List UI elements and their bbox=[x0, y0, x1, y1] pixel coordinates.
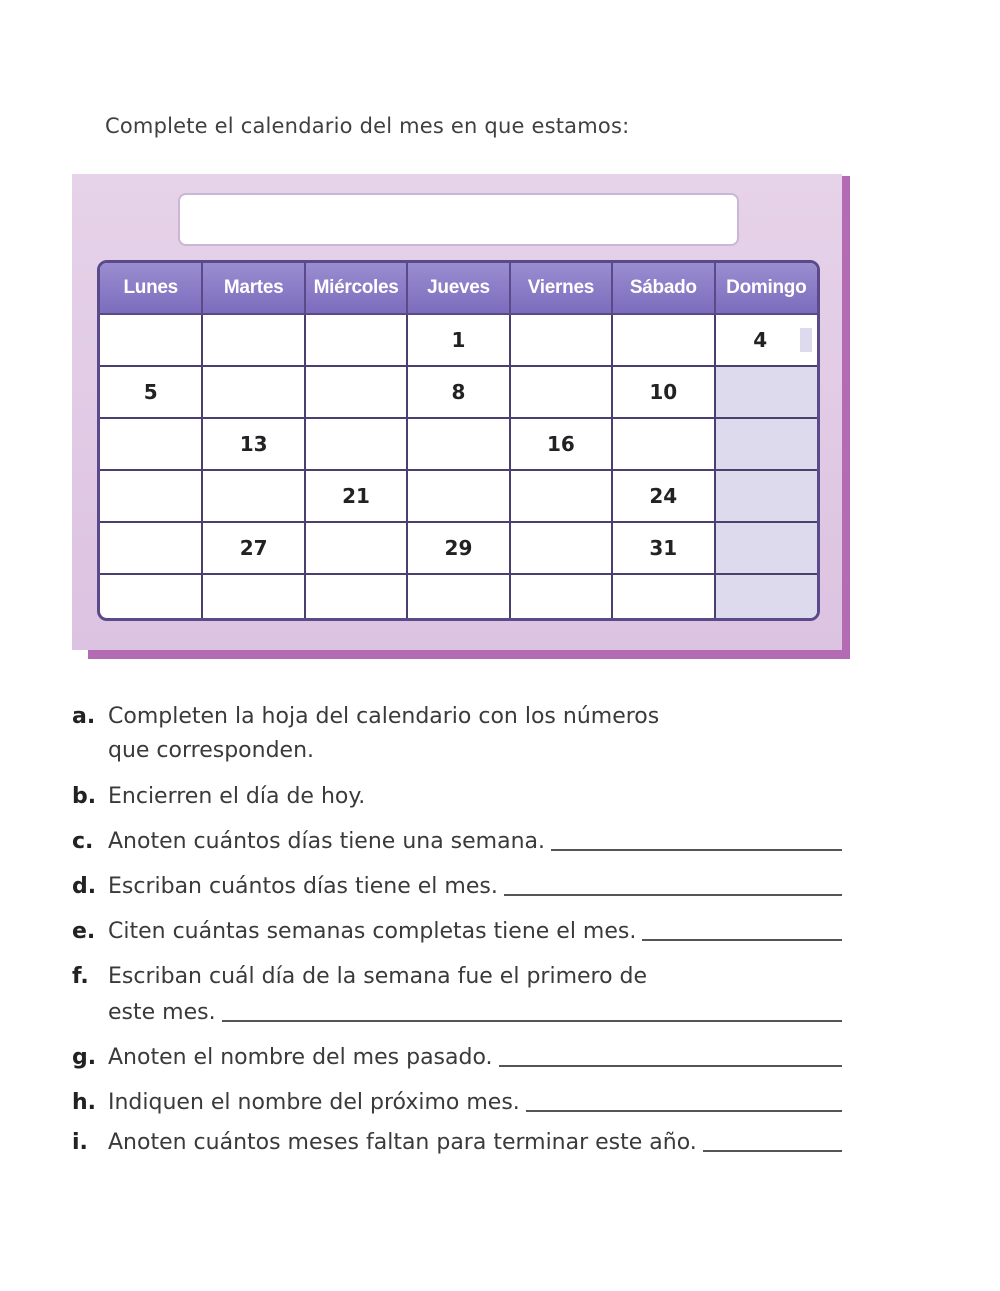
calendar-day-cell[interactable] bbox=[612, 574, 714, 621]
question-f-line2 bbox=[108, 996, 842, 1030]
header-miercoles: Miércoles bbox=[305, 263, 407, 314]
question-d bbox=[72, 870, 842, 904]
question-text: Encierren el día de hoy. bbox=[108, 784, 366, 809]
question-text: Anoten el nombre del mes pasado. bbox=[108, 1045, 493, 1070]
calendar-day-cell[interactable] bbox=[612, 314, 714, 366]
calendar-day-cell[interactable] bbox=[305, 574, 407, 621]
calendar-day-cell[interactable]: 16 bbox=[510, 418, 612, 470]
question-text: Escriban cuántos días tiene el mes. bbox=[108, 874, 498, 899]
calendar-day-cell[interactable] bbox=[510, 366, 612, 418]
question-text: Anoten cuántos días tiene una semana. bbox=[108, 829, 546, 854]
answer-line-g[interactable] bbox=[499, 1063, 842, 1067]
calendar-day-cell[interactable] bbox=[202, 574, 304, 621]
answer-line-h[interactable] bbox=[526, 1108, 842, 1112]
calendar-day-cell[interactable] bbox=[510, 314, 612, 366]
question-text: Citen cuántas semanas completas tiene el mes. bbox=[108, 919, 637, 944]
question-h bbox=[72, 1086, 842, 1120]
header-martes: Martes bbox=[202, 263, 304, 314]
calendar-week-row bbox=[100, 314, 817, 366]
calendar-day-cell[interactable] bbox=[715, 366, 817, 418]
question-letter: h. bbox=[72, 1090, 97, 1115]
question-letter: c. bbox=[72, 829, 94, 854]
question-text: Completen la hoja del calendario con los números bbox=[108, 704, 660, 729]
calendar-day-cell[interactable] bbox=[715, 522, 817, 574]
calendar-day-number: 4 bbox=[720, 328, 812, 352]
calendar-week-row bbox=[100, 470, 817, 522]
answer-line-e[interactable] bbox=[642, 937, 842, 941]
calendar-day-cell[interactable]: 21 bbox=[305, 470, 407, 522]
calendar-day-cell[interactable] bbox=[715, 470, 817, 522]
month-name-input[interactable] bbox=[178, 193, 739, 246]
calendar-day-cell[interactable] bbox=[407, 418, 509, 470]
calendar-week-row bbox=[100, 522, 817, 574]
question-letter: f. bbox=[72, 964, 89, 989]
calendar-week-row bbox=[100, 574, 817, 621]
calendar-grid bbox=[97, 260, 820, 621]
question-letter: b. bbox=[72, 784, 97, 809]
calendar-day-cell[interactable]: 31 bbox=[612, 522, 714, 574]
answer-line-c[interactable] bbox=[551, 847, 842, 851]
calendar-day-cell[interactable] bbox=[715, 418, 817, 470]
question-i bbox=[72, 1126, 842, 1160]
question-letter: e. bbox=[72, 919, 96, 944]
calendar-day-cell[interactable]: 10 bbox=[612, 366, 714, 418]
header-viernes: Viernes bbox=[510, 263, 612, 314]
calendar-week-row bbox=[100, 366, 817, 418]
answer-line-i[interactable] bbox=[703, 1148, 842, 1152]
answer-line-f[interactable] bbox=[222, 1018, 842, 1022]
calendar-day-cell[interactable]: 29 bbox=[407, 522, 509, 574]
calendar-day-cell[interactable] bbox=[100, 574, 202, 621]
question-g bbox=[72, 1041, 842, 1075]
calendar-day-cell[interactable] bbox=[305, 522, 407, 574]
calendar-day-cell[interactable] bbox=[407, 470, 509, 522]
question-f bbox=[72, 960, 842, 994]
calendar-day-cell[interactable] bbox=[202, 314, 304, 366]
calendar-day-cell[interactable] bbox=[100, 470, 202, 522]
calendar-day-cell[interactable] bbox=[407, 574, 509, 621]
calendar-day-cell[interactable] bbox=[202, 470, 304, 522]
calendar-week-row bbox=[100, 418, 817, 470]
question-letter: d. bbox=[72, 874, 97, 899]
instruction-text: Complete el calendario del mes en que estamos: bbox=[105, 114, 630, 138]
calendar-day-cell[interactable] bbox=[305, 314, 407, 366]
question-b bbox=[72, 780, 842, 814]
answer-line-d[interactable] bbox=[504, 892, 842, 896]
question-c bbox=[72, 825, 842, 859]
calendar-day-cell[interactable]: 24 bbox=[612, 470, 714, 522]
calendar-day-cell[interactable] bbox=[100, 418, 202, 470]
question-text: Anoten cuántos meses faltan para terminar este año. bbox=[108, 1130, 697, 1155]
calendar-day-cell[interactable] bbox=[510, 574, 612, 621]
calendar-day-cell[interactable] bbox=[305, 418, 407, 470]
question-letter: i. bbox=[72, 1130, 88, 1155]
header-domingo: Domingo bbox=[715, 263, 817, 314]
calendar-day-cell[interactable]: 8 bbox=[407, 366, 509, 418]
calendar-day-cell[interactable]: 13 bbox=[202, 418, 304, 470]
question-text: Indiquen el nombre del próximo mes. bbox=[108, 1090, 520, 1115]
calendar-day-cell[interactable] bbox=[715, 574, 817, 621]
question-e bbox=[72, 915, 842, 949]
question-text: este mes. bbox=[108, 1000, 216, 1025]
calendar-day-cell[interactable]: 27 bbox=[202, 522, 304, 574]
calendar-day-cell[interactable] bbox=[510, 522, 612, 574]
calendar-day-cell[interactable] bbox=[612, 418, 714, 470]
calendar-day-cell[interactable] bbox=[100, 522, 202, 574]
calendar-day-cell[interactable] bbox=[305, 366, 407, 418]
header-lunes: Lunes bbox=[100, 263, 202, 314]
question-text: Escriban cuál día de la semana fue el primero de bbox=[108, 964, 648, 989]
calendar-day-cell[interactable]: 1 bbox=[407, 314, 509, 366]
header-jueves: Jueves bbox=[407, 263, 509, 314]
question-a-line2: que corresponden. bbox=[108, 738, 315, 763]
calendar-day-cell[interactable]: 5 bbox=[100, 366, 202, 418]
question-letter: g. bbox=[72, 1045, 97, 1070]
question-a bbox=[72, 700, 842, 734]
question-letter: a. bbox=[72, 704, 96, 729]
calendar-day-cell[interactable] bbox=[715, 314, 817, 366]
header-sabado: Sábado bbox=[612, 263, 714, 314]
calendar-day-cell[interactable] bbox=[510, 470, 612, 522]
calendar-day-cell[interactable] bbox=[100, 314, 202, 366]
calendar-day-cell[interactable] bbox=[202, 366, 304, 418]
